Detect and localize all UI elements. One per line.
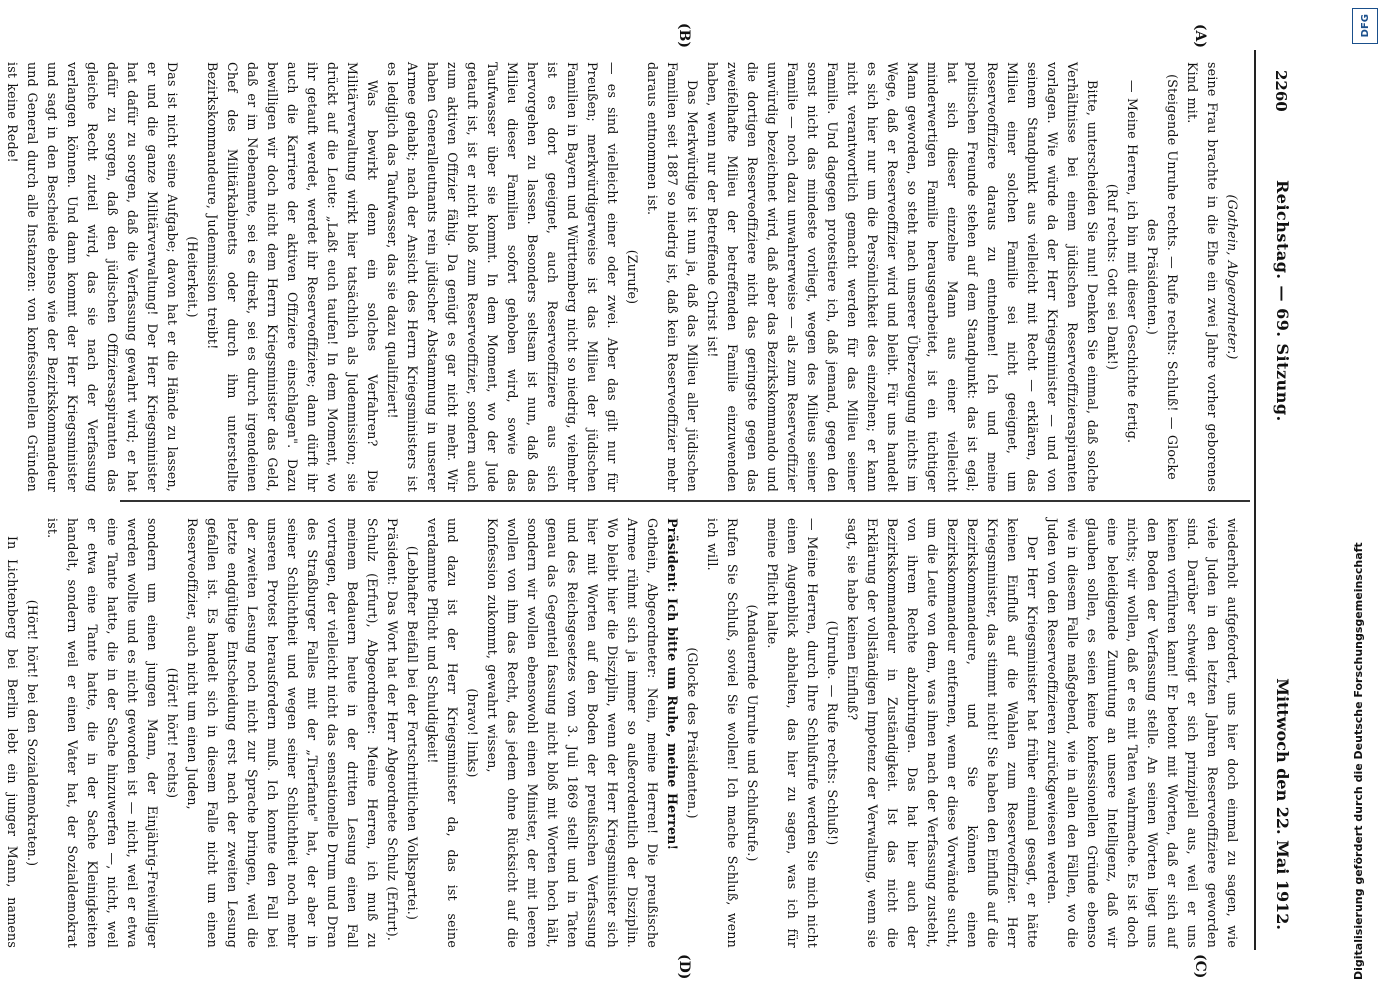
paragraph: Bitte, unterscheiden Sie nun! Denken Sie einmal, daß solche Verhältnisse bei einem jüdischen Reserveoffizieraspiranten vorlagen. Wie würde da der Herr Kriegsminister — und von seinem Standpunkt aus vielleicht mit Recht — erklären, das Milieu einer solchen Familie sei nicht geeignet, um Reserveoffiziere daraus zu entnehmen! Ich und meine politischen Freunde stehen auf dem Standpunkt: das ist egal; hat sich dieser einzelne Mann aus einer vielleicht minderwertigen Familie herausgearbeitet, ist ein tüchtiger Mann geworden, so steht nach unserer Überzeugung nichts im Wege, daß er Reserveoffizier wird und bleibt. Für uns handelt es sich hier nur um die Persönlichkeit des einzelnen; er kann nicht verantwortlich gemacht werden für das Milieu seiner Familie. Und dagegen protestiere ich, daß jemand, gegen den sonst nicht das mindeste vorliegt, wegen des Milieus seiner Familie — noch dazu unwahrerweise — als zum Reserveoffizier unwürdig bezeichnet wird, daß aber das Bezirkskommando und die dortigen Reserveoffiziere nicht das geringste gegen das zweifelhafte Milieu der betreffenden Familie einzuwenden haben, wenn nur der Betreffende Christ ist! [705,62,1100,492]
interjection: (Glocke des Präsidenten.) [685,647,700,819]
president-statement: Präsident: Das Wort hat der Herr Abgeordnete Schulz (Erfurt). [385,518,400,942]
digitization-credit: Digitalisierung gefördert durch die Deutsche Forschungsgemeinschaft [1352,542,1365,980]
paragraph: Der Herr Kriegsminister hat früher einmal gesagt, er hätte keinen Einfluß auf die Wahlen zum Reserveoffizier. Herr Kriegsminister, das stimmt nicht! Sie haben den Einfluß auf die Bezirkskommandeure, und Sie können einen Bezirkskommandeur entfernen, wenn er diese Vorwände sucht, um die Leute von dem, was ihnen nach der Verfassung zusteht, von ihrem Rechte abzubringen. Das hat hier auch der Bezirkskommandeur in Zuständigkeit. Ist das nicht die Erklärung der vollständigen Impotenz der Verwaltung, wenn sie sagt, sie habe keinen Einfluß? [845,518,1040,948]
paragraph: Das ist nicht seine Aufgabe; davon hat er die Hände zu lassen, er und die ganze Militärverwaltung! Der Herr Kriegsminister hat dafür zu sorgen, daß die Verfassung gewahrt wird; er hat dafür zu sorgen, daß den jüdischen Offiziersaspiranten das gleiche Recht zuteil wird, das sie nach der Verfassung verlangen können. Und dann kommt der Herr Kriegsminister und sagt in den Bescheide ebenso wie der Bezirkskommandeur und General durch alle Instanzen: von konfessionellen Gründen ist keine Rede! [5,62,180,492]
interjection: (Hört! hört! bei den Sozialdemokraten.) [25,599,40,867]
interjection: (Lebhafter Beifall bei der Fortschrittlichen Volkspartei.) [405,545,420,921]
speaker-continuation: (Gothein, Abgeordneter.) [1225,194,1240,360]
dfg-logo-text: DFG [1359,14,1371,38]
margin-mark-b: (B) [676,22,692,48]
interjection: (Heiterkeit.) [185,236,200,318]
right-column [5,518,1242,948]
paragraph: Schulz (Erfurt), Abgeordneter: Meine Herren, ich muß zu meinem Bedauern heute in der dritten Lesung einen Fall vortragen, der vielleicht nicht das sensationelle Drum und Dran des Straßburger Falles mit der „Tierfante" hat, der aber in seiner Schlichtheit und wegen seiner Schlichtheit noch mehr unseren Protest herausfordern muß. Ich konnte den Fall bei der zweiten Lesung noch nicht zur Sprache bringen, weil die letzte endgültige Entscheidung erst nach der zweiten Lesung gefallen ist. Es handelt sich in diesem Falle nicht um einen Reserveoffizier, auch nicht um einen Juden, [185,518,380,948]
interjection: (Hört! hört! rechts) [165,667,180,799]
interjection: (Andauernde Unruhe und Schlußrufe.) [745,604,760,862]
paragraph: — Meine Herren, durch Ihre Schlußrufe werden Sie mich nicht einen Augenblick abhalten, das hier zu sagen, was ich für meine Pflicht halte. [765,518,820,948]
paragraph: In Lichtenberg bei Berlin lebt ein junger Mann, namens [5,536,20,948]
paragraph: seine Frau brachte in die Ehe ein zwei Jahre vorher geborenes Kind mit. [1185,62,1220,492]
paragraph: Gothein, Abgeordneter: Nein, meine Herren! Die preußische Armee rühmt sich ja immer so außerordentlich der Disziplin. Wo bleibt hier die Disziplin, wenn der Herr Kriegsminister sich hier mit Worten auf den Boden der preußischen Verfassung und des Reichsgesetzes vom 3. Juli 1869 stellt und in Taten genau das Gegenteil fassung nicht bloß mit Worten hoch hält, sondern wir wollen ebensowohl einen Minister, der mit leeren wollen von ihm das Recht, das jedem ohne Rücksicht auf die Konfession zukommt, gewahrt wissen, [485,518,660,948]
margin-mark-d: (D) [676,954,692,980]
page-number: 2260 [1272,70,1290,112]
paragraph: Das Merkwürdige ist nun ja, daß das Milieu aller jüdischen Familien seit 1887 so niedrig ist, daß kein Reserveoffizier mehr daraus entnommen ist. [645,62,700,492]
page-header [1254,50,1300,950]
paragraph: Was bewirkt denn ein solches Verfahren? Die Militärverwaltung wirkt hier tatsächlich als Judenmission; sie drückt auf die Leute: „Laßt euch taufen! In dem Moment, wo ihr getauft werdet, werdet ihr Reserveoffiziere; dann dürft ihr auch die Karriere der aktiven Offiziere einschlagen". Dazu bewilligen wir doch nicht dem Herrn Kriegsminister das Geld, daß er im Nebenamte, sei es direkt, sei es durch irgendeinen Chef des Militärkabinetts oder durch ihm unterstellte Bezirkskommandeure, Judenmission treibt! [205,62,380,492]
left-column [5,62,1242,492]
president-statement: Präsident: Ich bitte um Ruhe, meine Herren! [665,518,680,851]
margin-mark-c: (C) [1192,954,1208,979]
paragraph: sondern um einen jungen Mann, der Einjährig-Freiwilliger werden wollte und es nicht geworden ist — nicht, weil er etwa eine Tante hatte, die in der Sache hinzuwerfen —, nicht, weil er etwa eine Tante hatte, die in der Sache Kleinigkeiten handelt, sondern weil er einen Vater hat, der Sozialdemokrat ist. [45,518,160,948]
document-page [5,22,1300,980]
interjection: (Zurufe) [625,249,640,305]
paragraph: und dazu ist der Herr Kriegsminister da, das ist seine verdammte Pflicht und Schuldigkeit! [425,518,460,948]
interjection: (bravo! links) [465,688,480,778]
interjection: (Steigende Unruhe rechts. — Rufe rechts: Schluß! — Glocke des Präsidenten.) [1145,74,1180,480]
dfg-logo [1352,8,1378,44]
header-rule [1254,50,1256,950]
paragraph: — es sind vielleicht einer oder zwei. Aber das gilt nur für Preußen; merkwürdigerweise ist das Milieu der jüdischen Familien in Bayern und Württemberg nicht so niedrig, vielmehr ist es dort geeignet, auch Reserveoffiziere aus sich hervorgehen zu lassen. Besonders seltsam ist nun, daß das Milieu dieser Familien sofort gehoben wird, sowie das Taufwasser über sie kommt. In dem Moment, wo der Jude getauft ist, ist er nicht bloß zum Reserveoffizier, sondern auch zum aktiven Offizier fähig. Da genügt es gar nicht mehr. Wir haben Generalleutnants rein jüdischer Abstammung in unserer Armee gehabt; nach der Ansicht des Herrn Kriegsministers ist es lediglich das Taufwasser, das sie dazu qualifiziert! [385,62,620,492]
paragraph: Rufen Sie Schluß, soviel Sie wollen! Ich mache Schluß, wenn ich will. [705,518,740,948]
column-divider [120,500,1250,502]
page-title: Reichstag. — 69. Sitzung. [1273,180,1292,422]
paragraph: wiederholt aufgefordert, uns hier doch einmal zu sagen, wie viele Juden in den letzten Jahren Reserveoffiziere geworden sind. Darüber schweigt er sich prinzipiell aus, weil er uns keinen vorführen kann! Er betont mit Worten, daß er sich auf den Boden der Verfassung stelle. An seinen Worten liegt uns nichts; wir wollen, daß er es mit Taten wahrmache. Es ist doch eine beleidigende Zumutung an unsere Intelligenz, daß wir glauben sollen, es seien keine konfessionellen Gründe ebenso wie in diesem Falle maßgebend, wie in allen den Fällen, wo die Juden von den Reserveoffizieren zurückgewiesen werden. [1045,518,1240,948]
page-date: Mittwoch den 22. Mai 1912. [1273,678,1292,930]
paragraph: — Meine Herren, ich bin mit dieser Geschichte fertig. [1125,80,1140,444]
interjection: (Unruhe. — Rufe rechts: Schluß!) [825,620,840,846]
margin-mark-a: (A) [1192,23,1208,48]
interjection: (Ruf rechts: Gott sei Dank!) [1105,183,1120,371]
